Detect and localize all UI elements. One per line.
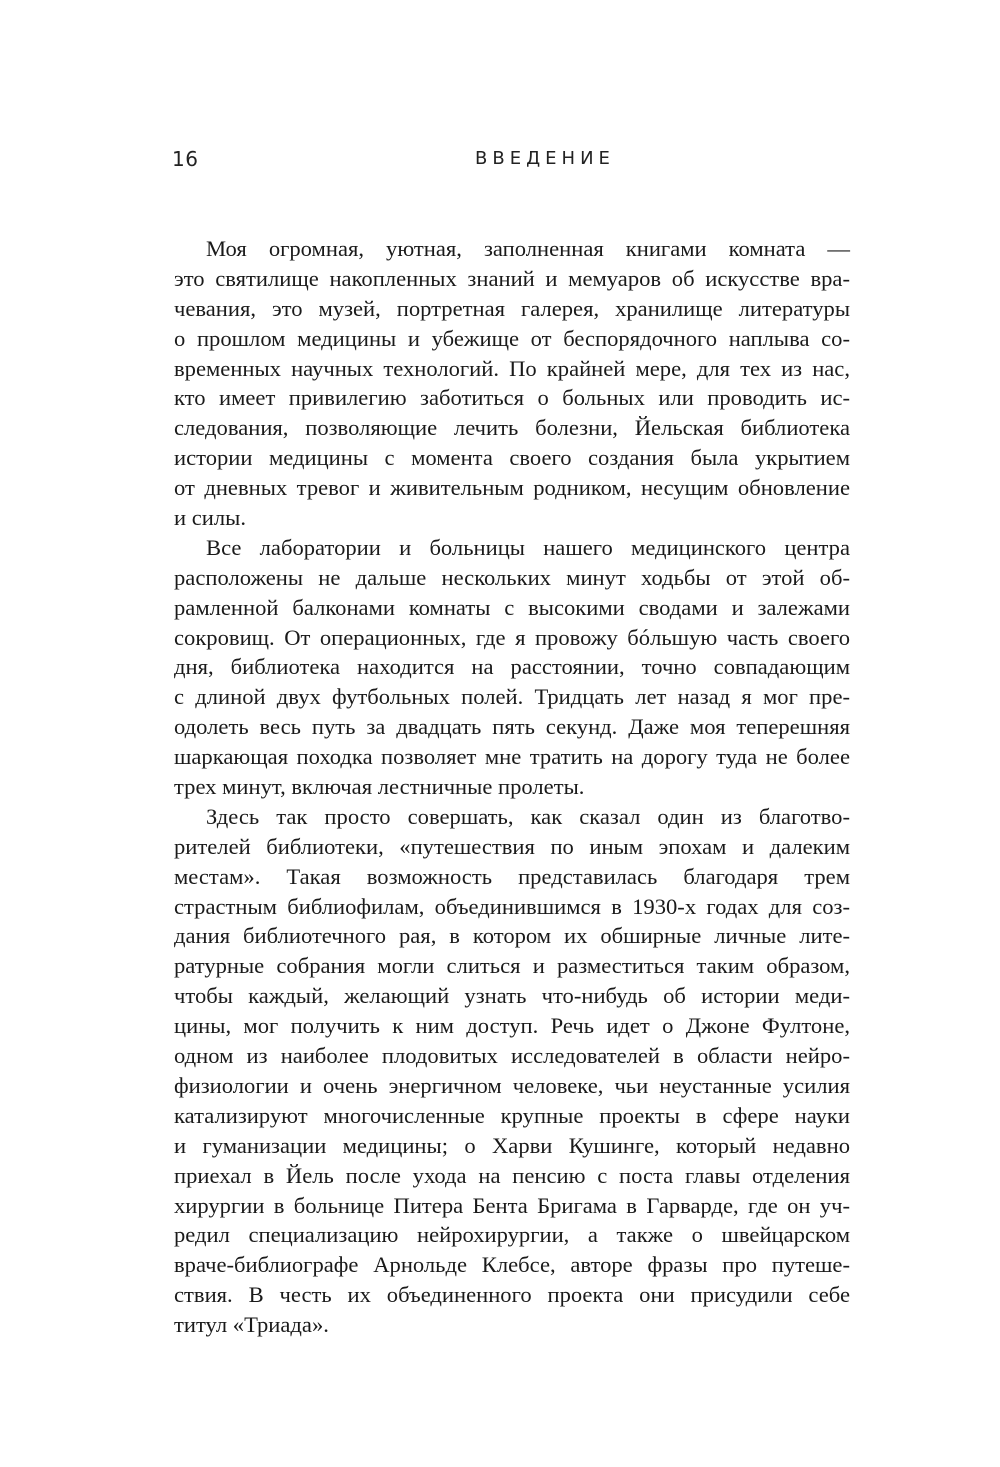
body-text (174, 234, 850, 1340)
text-line: страстным библиофилам, объединившимся в 1930-х годах для соз- (174, 893, 850, 919)
text-line: титул «Триада». (174, 1312, 329, 1338)
text-line: и силы. (174, 505, 246, 531)
text-line: чтобы каждый, желающий узнать что-нибудь об истории меди- (174, 983, 850, 1009)
text-line: рителей библиотеки, «путешествия по иным эпохам и далеким (174, 833, 850, 859)
text-line: Моя огромная, уютная, заполненная книгами комната — (206, 236, 850, 261)
text-line: это святилище накопленных знаний и мемуаров об искусстве вра- (174, 265, 850, 291)
text-line: Здесь так просто совершать, как сказал один из благотво- (206, 803, 850, 829)
text-line: цины, мог получить к ним доступ. Речь идет о Джоне Фултоне, (174, 1013, 850, 1039)
page-number: 16 (172, 147, 199, 171)
text-line: расположены не дальше нескольких минут ходьбы от этой об- (174, 564, 850, 590)
text-line: чевания, это музей, портретная галерея, хранилище литературы (174, 295, 850, 321)
text-line: одолеть весь путь за двадцать пять секунд. Даже моя теперешняя (174, 714, 850, 740)
text-line: о прошлом медицины и убежище от беспорядочного наплыва со- (174, 325, 850, 351)
text-line: хирургии в больнице Питера Бента Бригама в Гарварде, где он уч- (174, 1192, 850, 1218)
text-line: приехал в Йель после ухода на пенсию с поста главы отделения (174, 1162, 850, 1188)
text-line: дня, библиотека находится на расстоянии, точно совпадающим (174, 654, 850, 680)
text-line: трех минут, включая лестничные пролеты. (174, 774, 585, 800)
text-line: ратурные собрания могли слиться и разместиться таким образом, (174, 953, 850, 979)
text-line: рамленной балконами комнаты с высокими сводами и залежами (174, 594, 850, 620)
text-line: враче-библиографе Арнольде Клебсе, авторе фразы про путеше- (174, 1252, 850, 1278)
text-line: редил специализацию нейрохирургии, а также о швейцарском (174, 1222, 850, 1248)
paragraph-1 (174, 234, 850, 533)
text-line: катализируют многочисленные крупные проекты в сфере науки (174, 1102, 850, 1128)
text-line: следования, позволяющие лечить болезни, Йельская библиотека (174, 415, 850, 441)
paragraph-3 (174, 802, 850, 1340)
text-line: физиологии и очень энергичном человеке, чьи неустанные усилия (174, 1072, 850, 1098)
running-header-title: ВВЕДЕНИЕ (475, 148, 615, 169)
text-line: ствия. В честь их объединенного проекта они присудили себе (174, 1282, 850, 1308)
text-line: временных научных технологий. По крайней мере, для тех из нас, (174, 355, 850, 381)
text-line: Все лаборатории и больницы нашего медицинского центра (206, 534, 850, 560)
text-line: дания библиотечного рая, в котором их обширные личные лите- (174, 923, 850, 949)
text-line: с длиной двух футбольных полей. Тридцать лет назад я мог пре- (174, 684, 850, 710)
text-line: кто имеет привилегию заботиться о больных или проводить ис- (174, 385, 850, 411)
text-line: истории медицины с момента своего создания была укрытием (174, 445, 850, 471)
text-line: шаркающая походка позволяет мне тратить на дорогу туда не более (174, 744, 850, 770)
text-line: и гуманизации медицины; о Харви Кушинге, который недавно (174, 1132, 850, 1158)
paragraph-2 (174, 533, 850, 802)
text-line: местам». Такая возможность представилась благодаря трем (174, 863, 850, 889)
text-line: от дневных тревог и живительным родником, несущим обновление (174, 475, 850, 501)
text-line: одном из наиболее плодовитых исследователей в области нейро- (174, 1043, 850, 1069)
text-line: сокровищ. От операционных, где я провожу бóльшую часть своего (174, 624, 850, 650)
